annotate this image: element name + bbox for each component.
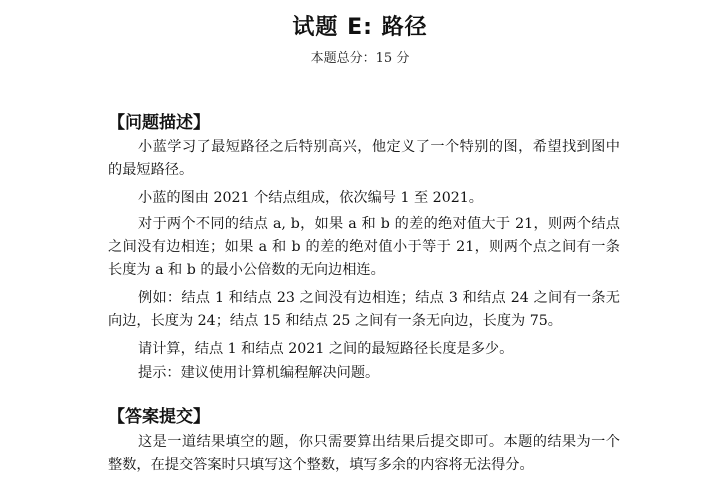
description-paragraph: 例如：结点 1 和结点 23 之间没有边相连；结点 3 和结点 24 之间有一条无向边，长度为 24；结点 15 和结点 25 之间有一条无向边，长度为 75。: [108, 290, 620, 329]
description-paragraph: 小蓝学习了最短路径之后特别高兴，他定义了一个特别的图，希望找到图中的最短路径。: [108, 139, 620, 178]
total-score: 本题总分：15 分: [310, 51, 410, 66]
answer-submission-heading: 【答案提交】: [108, 407, 210, 427]
submission-paragraph: 这是一道结果填空的题，你只需要算出结果后提交即可。本题的结果为一个整数，在提交答案时只填写这个整数，填写多余的内容将无法得分。: [108, 434, 620, 473]
problem-description-heading: 【问题描述】: [108, 113, 210, 133]
problem-title: 试题 E: 路径: [292, 15, 428, 40]
description-paragraph: 对于两个不同的结点 a, b，如果 a 和 b 的差的绝对值大于 21，则两个结点之间没有边相连；如果 a 和 b 的差的绝对值小于等于 21，则两个点之间有一条长度为 a 和 b 的最小公倍数的无向边相连。: [108, 216, 620, 278]
description-paragraph: 提示：建议使用计算机编程解决问题。: [138, 365, 380, 381]
description-paragraph: 小蓝的图由 2021 个结点组成，依次编号 1 至 2021。: [138, 190, 483, 206]
description-paragraph: 请计算，结点 1 和结点 2021 之间的最短路径长度是多少。: [138, 341, 514, 357]
